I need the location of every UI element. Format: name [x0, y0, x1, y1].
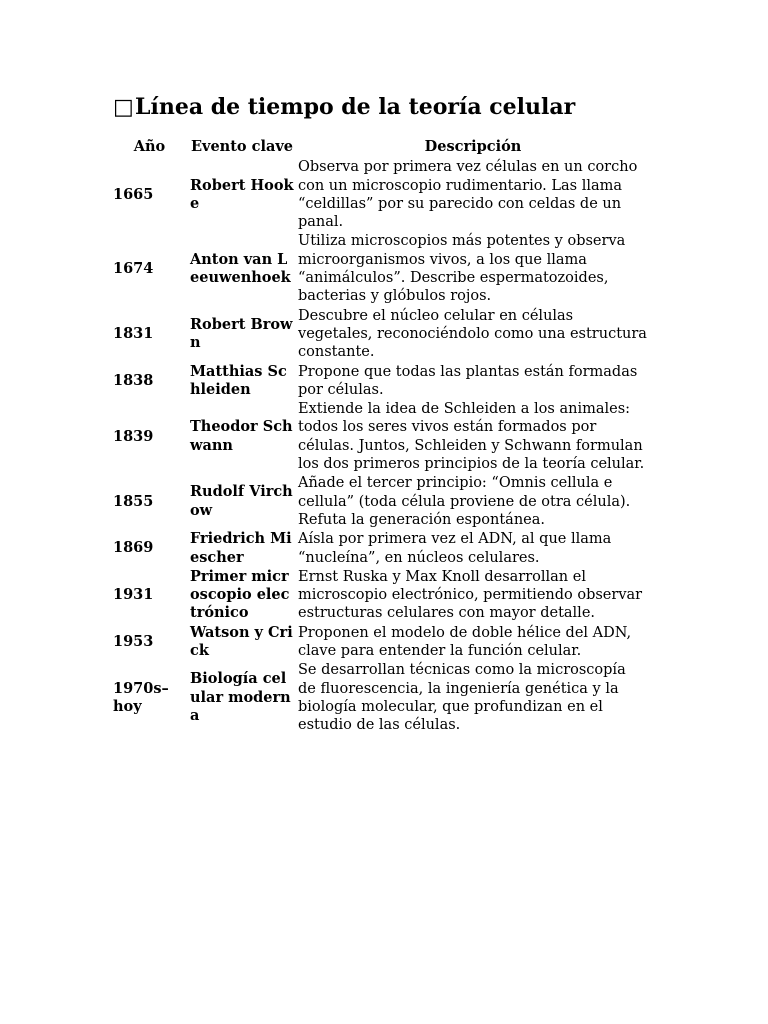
- page-title-text: Línea de tiempo de la teoría celular: [135, 94, 576, 120]
- table-row: [111, 568, 650, 624]
- row-event: Watson y Crick: [190, 623, 293, 660]
- row-year: 1674: [113, 259, 154, 277]
- header-year: Año: [133, 138, 166, 155]
- row-description: Aísla por primera vez el ADN, al que llama “nucleína”, en núcleos celulares.: [298, 531, 612, 566]
- row-year: 1970s–hoy: [113, 679, 169, 715]
- row-event: Robert Hooke: [190, 176, 294, 212]
- row-year: 1838: [113, 371, 154, 389]
- row-description: Extiende la idea de Schleiden a los animales: todos los seres vivos están formados por células. Juntos, Schleiden y Schwann formulan los dos primeros principios de la teoría celular.: [298, 401, 645, 473]
- row-description: Descubre el núcleo celular en células vegetales, reconociéndolo como una estructura constante.: [298, 307, 647, 361]
- row-description: Se desarrollan técnicas como la microscopía de fluorescencia, la ingeniería genética y la biología molecular, que profundizan en el estudio de las células.: [298, 662, 626, 734]
- row-description: Observa por primera vez células en un corcho con un microscopio rudimentario. Las llama “celdillas” por su parecido con celdas de un panal.: [298, 159, 638, 231]
- table-row: [111, 307, 650, 363]
- page-title: [113, 92, 575, 123]
- row-event: Theodor Schwann: [190, 418, 293, 454]
- table-row: [111, 474, 650, 530]
- row-event: Rudolf Virchow: [190, 483, 293, 519]
- placeholder-box-icon: □: [113, 95, 134, 120]
- row-description: Proponen el modelo de doble hélice del ADN, clave para entender la función celular.: [298, 624, 632, 660]
- row-description: Añade el tercer principio: “Omnis cellula e cellula” (toda célula proviene de otra célula). Refuta la generación espontánea.: [298, 475, 631, 528]
- header-event: Evento clave: [190, 138, 294, 155]
- row-description: Propone que todas las plantas están formadas por células.: [298, 363, 638, 398]
- row-event: Robert Brown: [190, 315, 293, 352]
- row-event: Friedrich Miescher: [190, 530, 292, 566]
- row-year: 1839: [113, 427, 154, 445]
- row-year: 1855: [113, 492, 154, 510]
- row-year: 1665: [113, 185, 154, 203]
- row-year: 1869: [113, 539, 154, 557]
- table-row: [111, 232, 650, 306]
- row-event: Biología celular moderna: [190, 670, 291, 725]
- row-year: 1931: [113, 586, 154, 604]
- row-description: Ernst Ruska y Max Knoll desarrollan el microscopio electrónico, permitiendo observar estructuras celulares con mayor detalle.: [298, 568, 643, 622]
- table-header-row: [111, 137, 650, 158]
- table-row: [111, 400, 650, 474]
- row-event: Primer microscopio electrónico: [190, 567, 290, 622]
- row-event: Matthias Schleiden: [190, 362, 287, 398]
- timeline-table: [111, 137, 650, 736]
- row-event: Anton van Leeuwenhoek: [190, 250, 291, 287]
- row-description: Utiliza microscopios más potentes y observa microorganismos vivos, a los que llama “animálculos”. Describe espermatozoides, bacterias y glóbulos rojos.: [298, 233, 626, 305]
- row-year: 1831: [113, 324, 154, 342]
- row-year: 1953: [113, 632, 154, 650]
- table-row: [111, 363, 650, 401]
- header-description: Descripción: [424, 138, 522, 155]
- table-row: [111, 624, 650, 662]
- table-row: [111, 530, 650, 568]
- table-row: [111, 661, 650, 735]
- table-row: [111, 158, 650, 232]
